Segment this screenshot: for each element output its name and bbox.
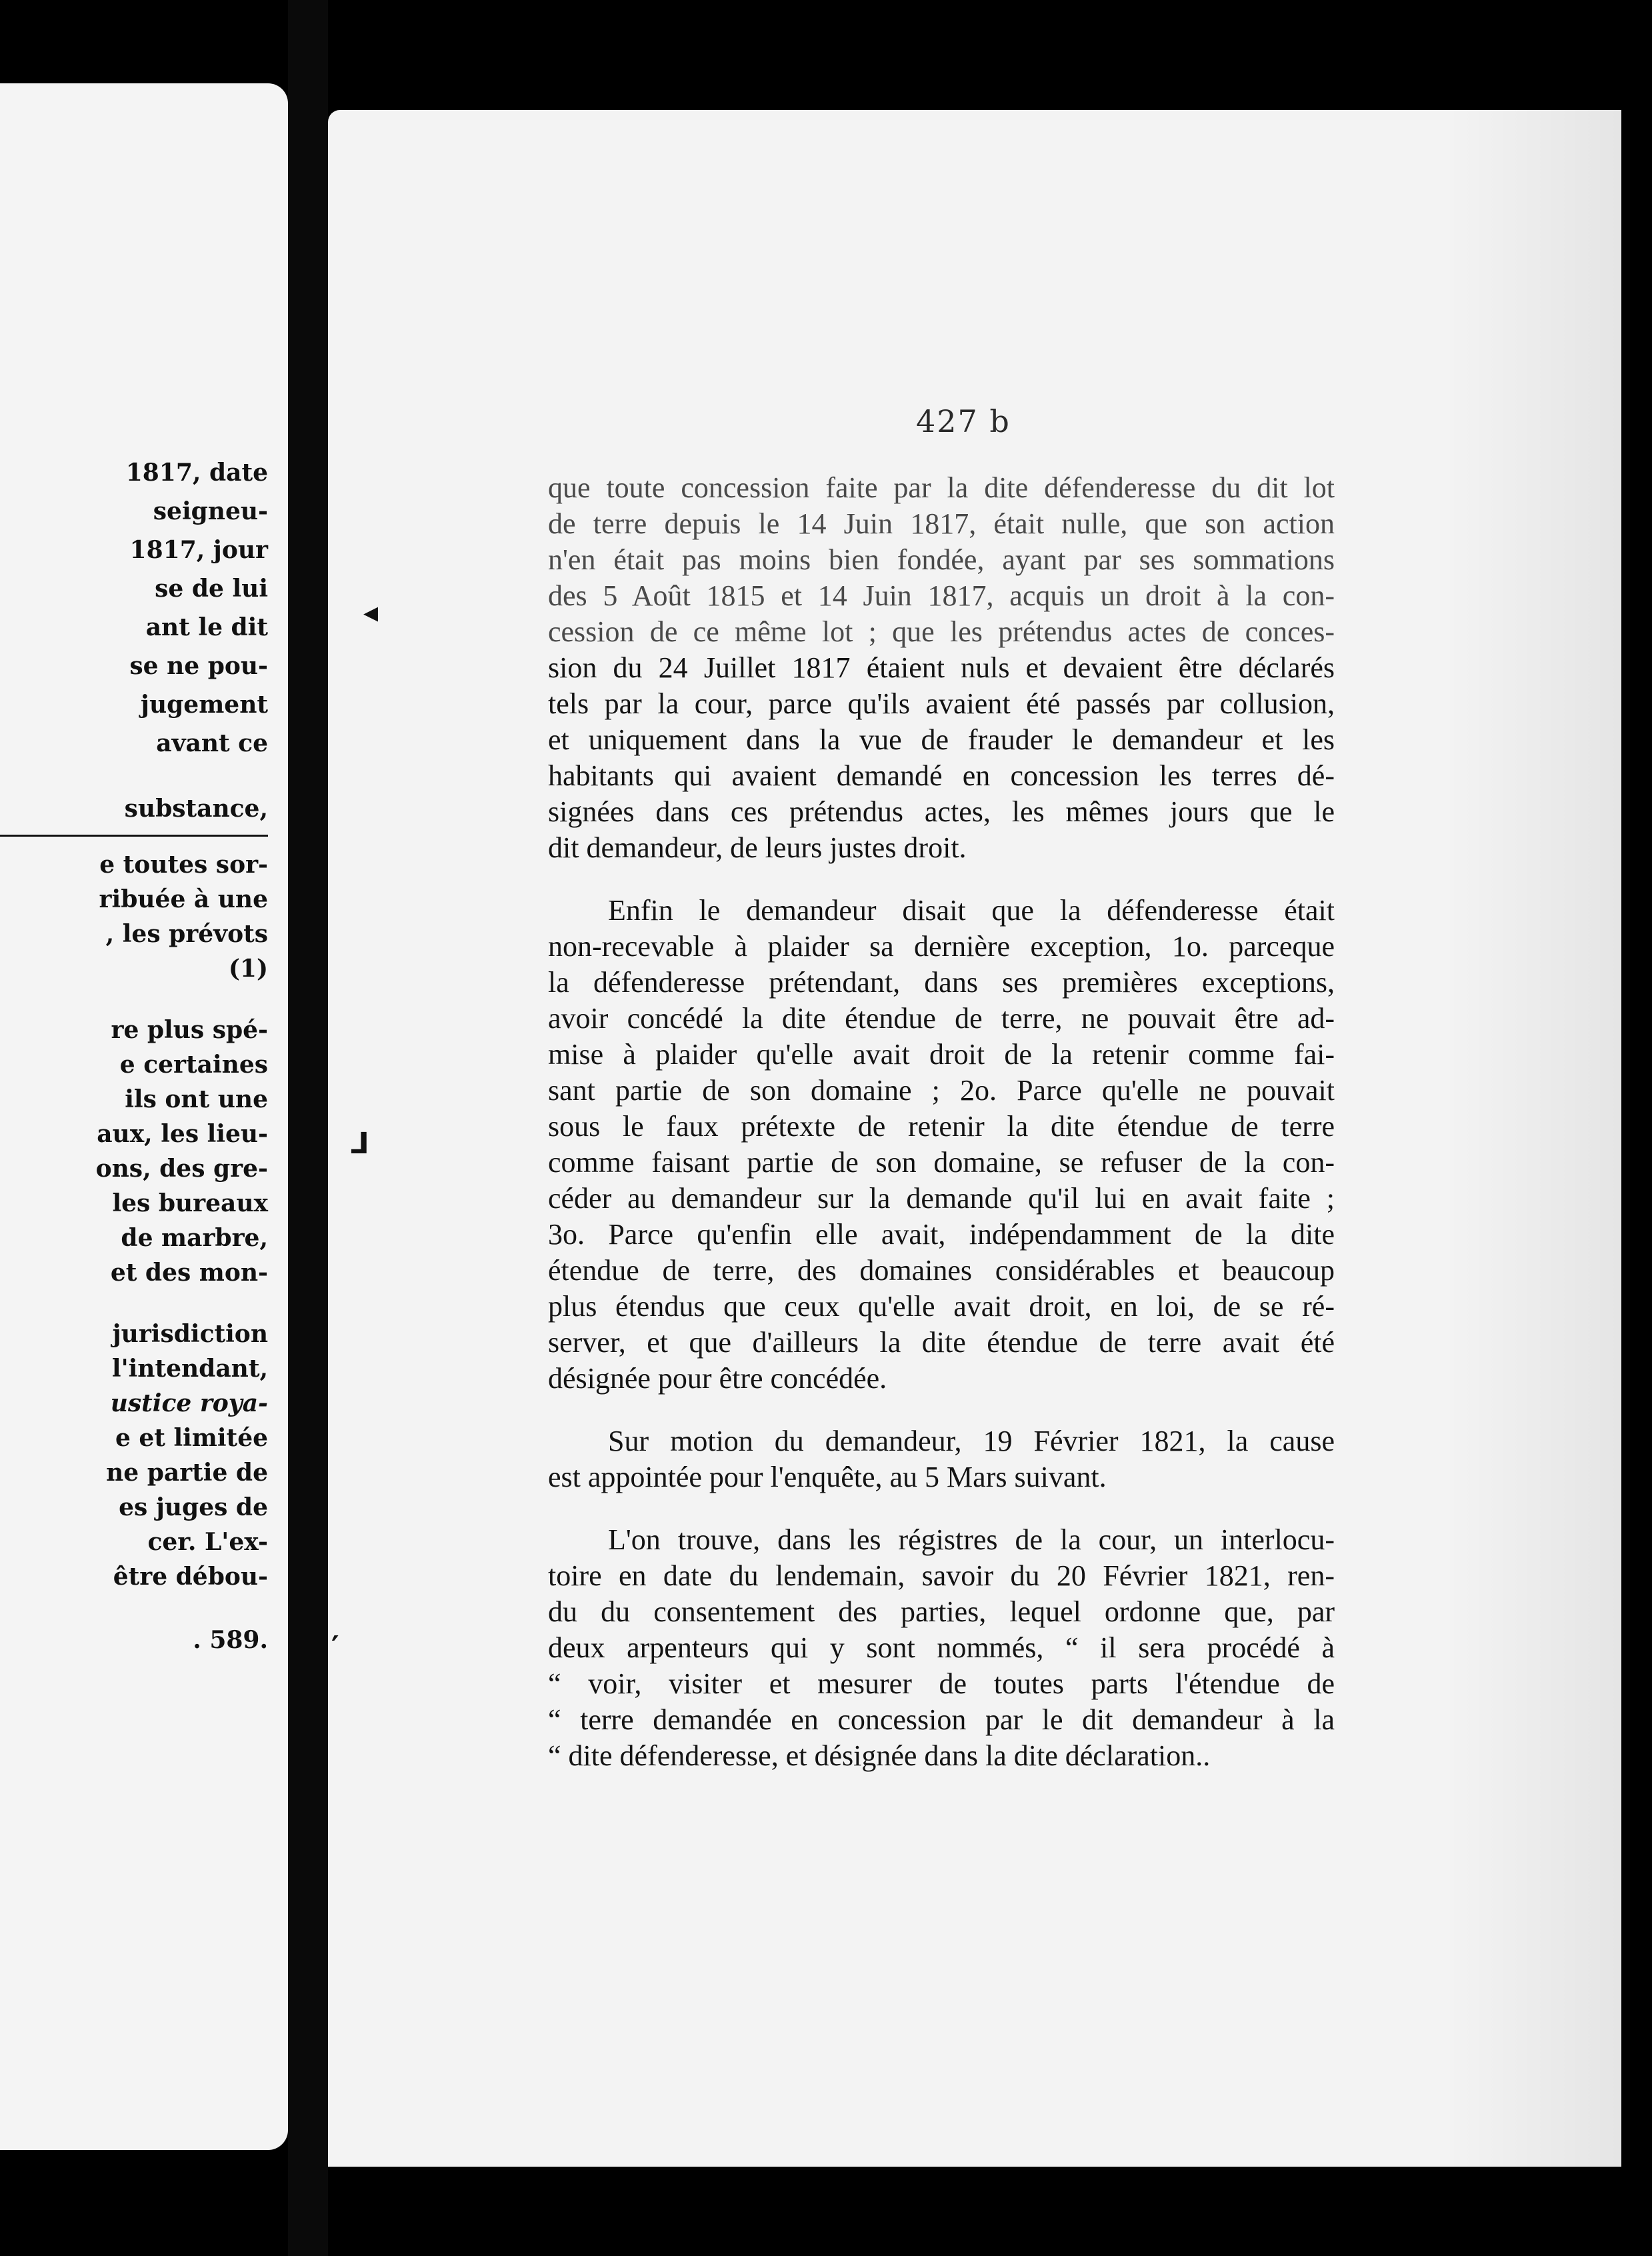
left-line: les bureaux — [112, 1189, 268, 1217]
text-line: du du consentement des parties, lequel ordonne que, par — [548, 1595, 1335, 1628]
left-line: se de lui — [155, 575, 268, 603]
left-line: et des mon- — [110, 1259, 268, 1287]
paragraph-1 — [548, 470, 1335, 866]
book-spine — [288, 0, 328, 2256]
left-page-text — [0, 453, 268, 1659]
left-line: 1817, jour — [129, 536, 268, 564]
paragraph-4 — [548, 1522, 1335, 1774]
left-line: , les prévots — [105, 920, 268, 948]
text-line: L'on trouve, dans les régistres de la cour, un interlocu- — [608, 1523, 1335, 1556]
left-line: (1) — [228, 955, 268, 983]
left-line: re plus spé- — [111, 1016, 268, 1044]
left-line: ant le dit — [145, 613, 268, 641]
left-line: de marbre, — [121, 1224, 268, 1252]
left-line: aux, les lieu- — [97, 1120, 268, 1148]
text-line: deux arpenteurs qui y sont nommés, “ il sera procédé à — [548, 1631, 1335, 1664]
margin-mark-icon: ⅃ — [350, 1127, 369, 1161]
text-line: avoir concédé la dite étendue de terre, ne pouvait être ad- — [548, 1002, 1335, 1035]
text-line: comme faisant partie de son domaine, se refuser de la con- — [548, 1146, 1335, 1179]
page-number: 427 b — [916, 403, 1011, 439]
left-line: se ne pou- — [129, 652, 268, 680]
text-line: non-recevable à plaider sa dernière exception, 1o. parceque — [548, 930, 1335, 963]
left-line: être débou- — [113, 1563, 268, 1591]
text-line: cession de ce même lot ; que les prétendus actes de conces- — [548, 615, 1335, 648]
text-line: “ voir, visiter et mesurer de toutes parts l'étendue de — [548, 1667, 1335, 1700]
left-block-a — [0, 453, 268, 763]
text-line: toire en date du lendemain, savoir du 20 Février 1821, ren- — [548, 1559, 1335, 1592]
left-block-b — [0, 847, 268, 986]
paragraph-3 — [548, 1423, 1335, 1495]
text-line: est appointée pour l'enquête, au 5 Mars suivant. — [548, 1461, 1107, 1493]
left-line: ons, des gre- — [95, 1155, 268, 1183]
text-line: habitants qui avaient demandé en concession les terres dé- — [548, 759, 1335, 792]
left-line: ils ont une — [125, 1085, 268, 1113]
text-line: server, et que d'ailleurs la dite étendue de terre avait été — [548, 1326, 1335, 1359]
left-line: ustice roya- — [110, 1389, 268, 1417]
text-line: Sur motion du demandeur, 19 Février 1821, la cause — [608, 1425, 1335, 1457]
left-line: e et limitée — [115, 1424, 268, 1452]
left-line: es juges de — [119, 1493, 268, 1521]
text-line: sion du 24 Juillet 1817 étaient nuls et devaient être déclarés — [548, 651, 1335, 684]
left-line: ribuée à une — [99, 885, 268, 913]
left-line: seigneu- — [153, 497, 268, 525]
page-body — [548, 470, 1335, 1774]
text-line: signées dans ces prétendus actes, les mêmes jours que le — [548, 795, 1335, 828]
page-edge-shadow — [1448, 110, 1621, 2167]
text-line: tels par la cour, parce qu'ils avaient été passés par collusion, — [548, 687, 1335, 720]
text-line: mise à plaider qu'elle avait droit de la retenir comme fai- — [548, 1038, 1335, 1071]
text-line: sant partie de son domaine ; 2o. Parce qu'elle ne pouvait — [548, 1074, 1335, 1107]
text-line: Enfin le demandeur disait que la défenderesse était — [608, 894, 1335, 927]
left-line: avant ce — [156, 729, 268, 757]
left-block-d — [0, 1317, 268, 1594]
text-line: la défenderesse prétendant, dans ses premières exceptions, — [548, 966, 1335, 999]
text-line: “ dite défenderesse, et désignée dans la dite déclaration.. — [548, 1739, 1211, 1772]
left-line: e certaines — [119, 1051, 268, 1079]
left-block-c — [0, 1013, 268, 1290]
text-line: étendue de terre, des domaines considérables et beaucoup — [548, 1254, 1335, 1287]
text-line: “ terre demandée en concession par le dit demandeur à la — [548, 1703, 1335, 1736]
margin-mark-icon: ′ — [331, 1630, 339, 1664]
left-rule — [0, 835, 268, 837]
text-line: dit demandeur, de leurs justes droit. — [548, 831, 967, 864]
text-line: désignée pour être concédée. — [548, 1362, 887, 1395]
left-line: jurisdiction — [112, 1320, 268, 1348]
left-line: jugement — [140, 691, 268, 719]
right-page — [328, 110, 1621, 2167]
left-line: ne partie de — [106, 1459, 268, 1487]
paragraph-2 — [548, 893, 1335, 1397]
left-heading: substance, — [124, 795, 268, 823]
margin-mark-icon: ◂ — [363, 595, 379, 629]
text-line: n'en était pas moins bien fondée, ayant par ses sommations — [548, 543, 1335, 576]
left-footnote: . 589. — [193, 1626, 268, 1654]
left-line: l'intendant, — [111, 1355, 268, 1383]
left-page-fragment — [0, 83, 288, 2150]
text-line: plus étendus que ceux qu'elle avait droit, en loi, de se ré- — [548, 1290, 1335, 1323]
left-line: 1817, date — [125, 459, 268, 487]
text-line: céder au demandeur sur la demande qu'il lui en avait faite ; — [548, 1182, 1335, 1215]
left-line: cer. L'ex- — [147, 1528, 268, 1556]
text-line: 3o. Parce qu'enfin elle avait, indépendamment de la dite — [548, 1218, 1335, 1251]
text-line: sous le faux prétexte de retenir la dite étendue de terre — [548, 1110, 1335, 1143]
text-line: des 5 Août 1815 et 14 Juin 1817, acquis un droit à la con- — [548, 579, 1335, 612]
text-line: de terre depuis le 14 Juin 1817, était nulle, que son action — [548, 507, 1335, 540]
text-line: que toute concession faite par la dite défenderesse du dit lot — [548, 471, 1335, 504]
left-line: e toutes sor- — [99, 851, 268, 879]
text-line: et uniquement dans la vue de frauder le demandeur et les — [548, 723, 1335, 756]
